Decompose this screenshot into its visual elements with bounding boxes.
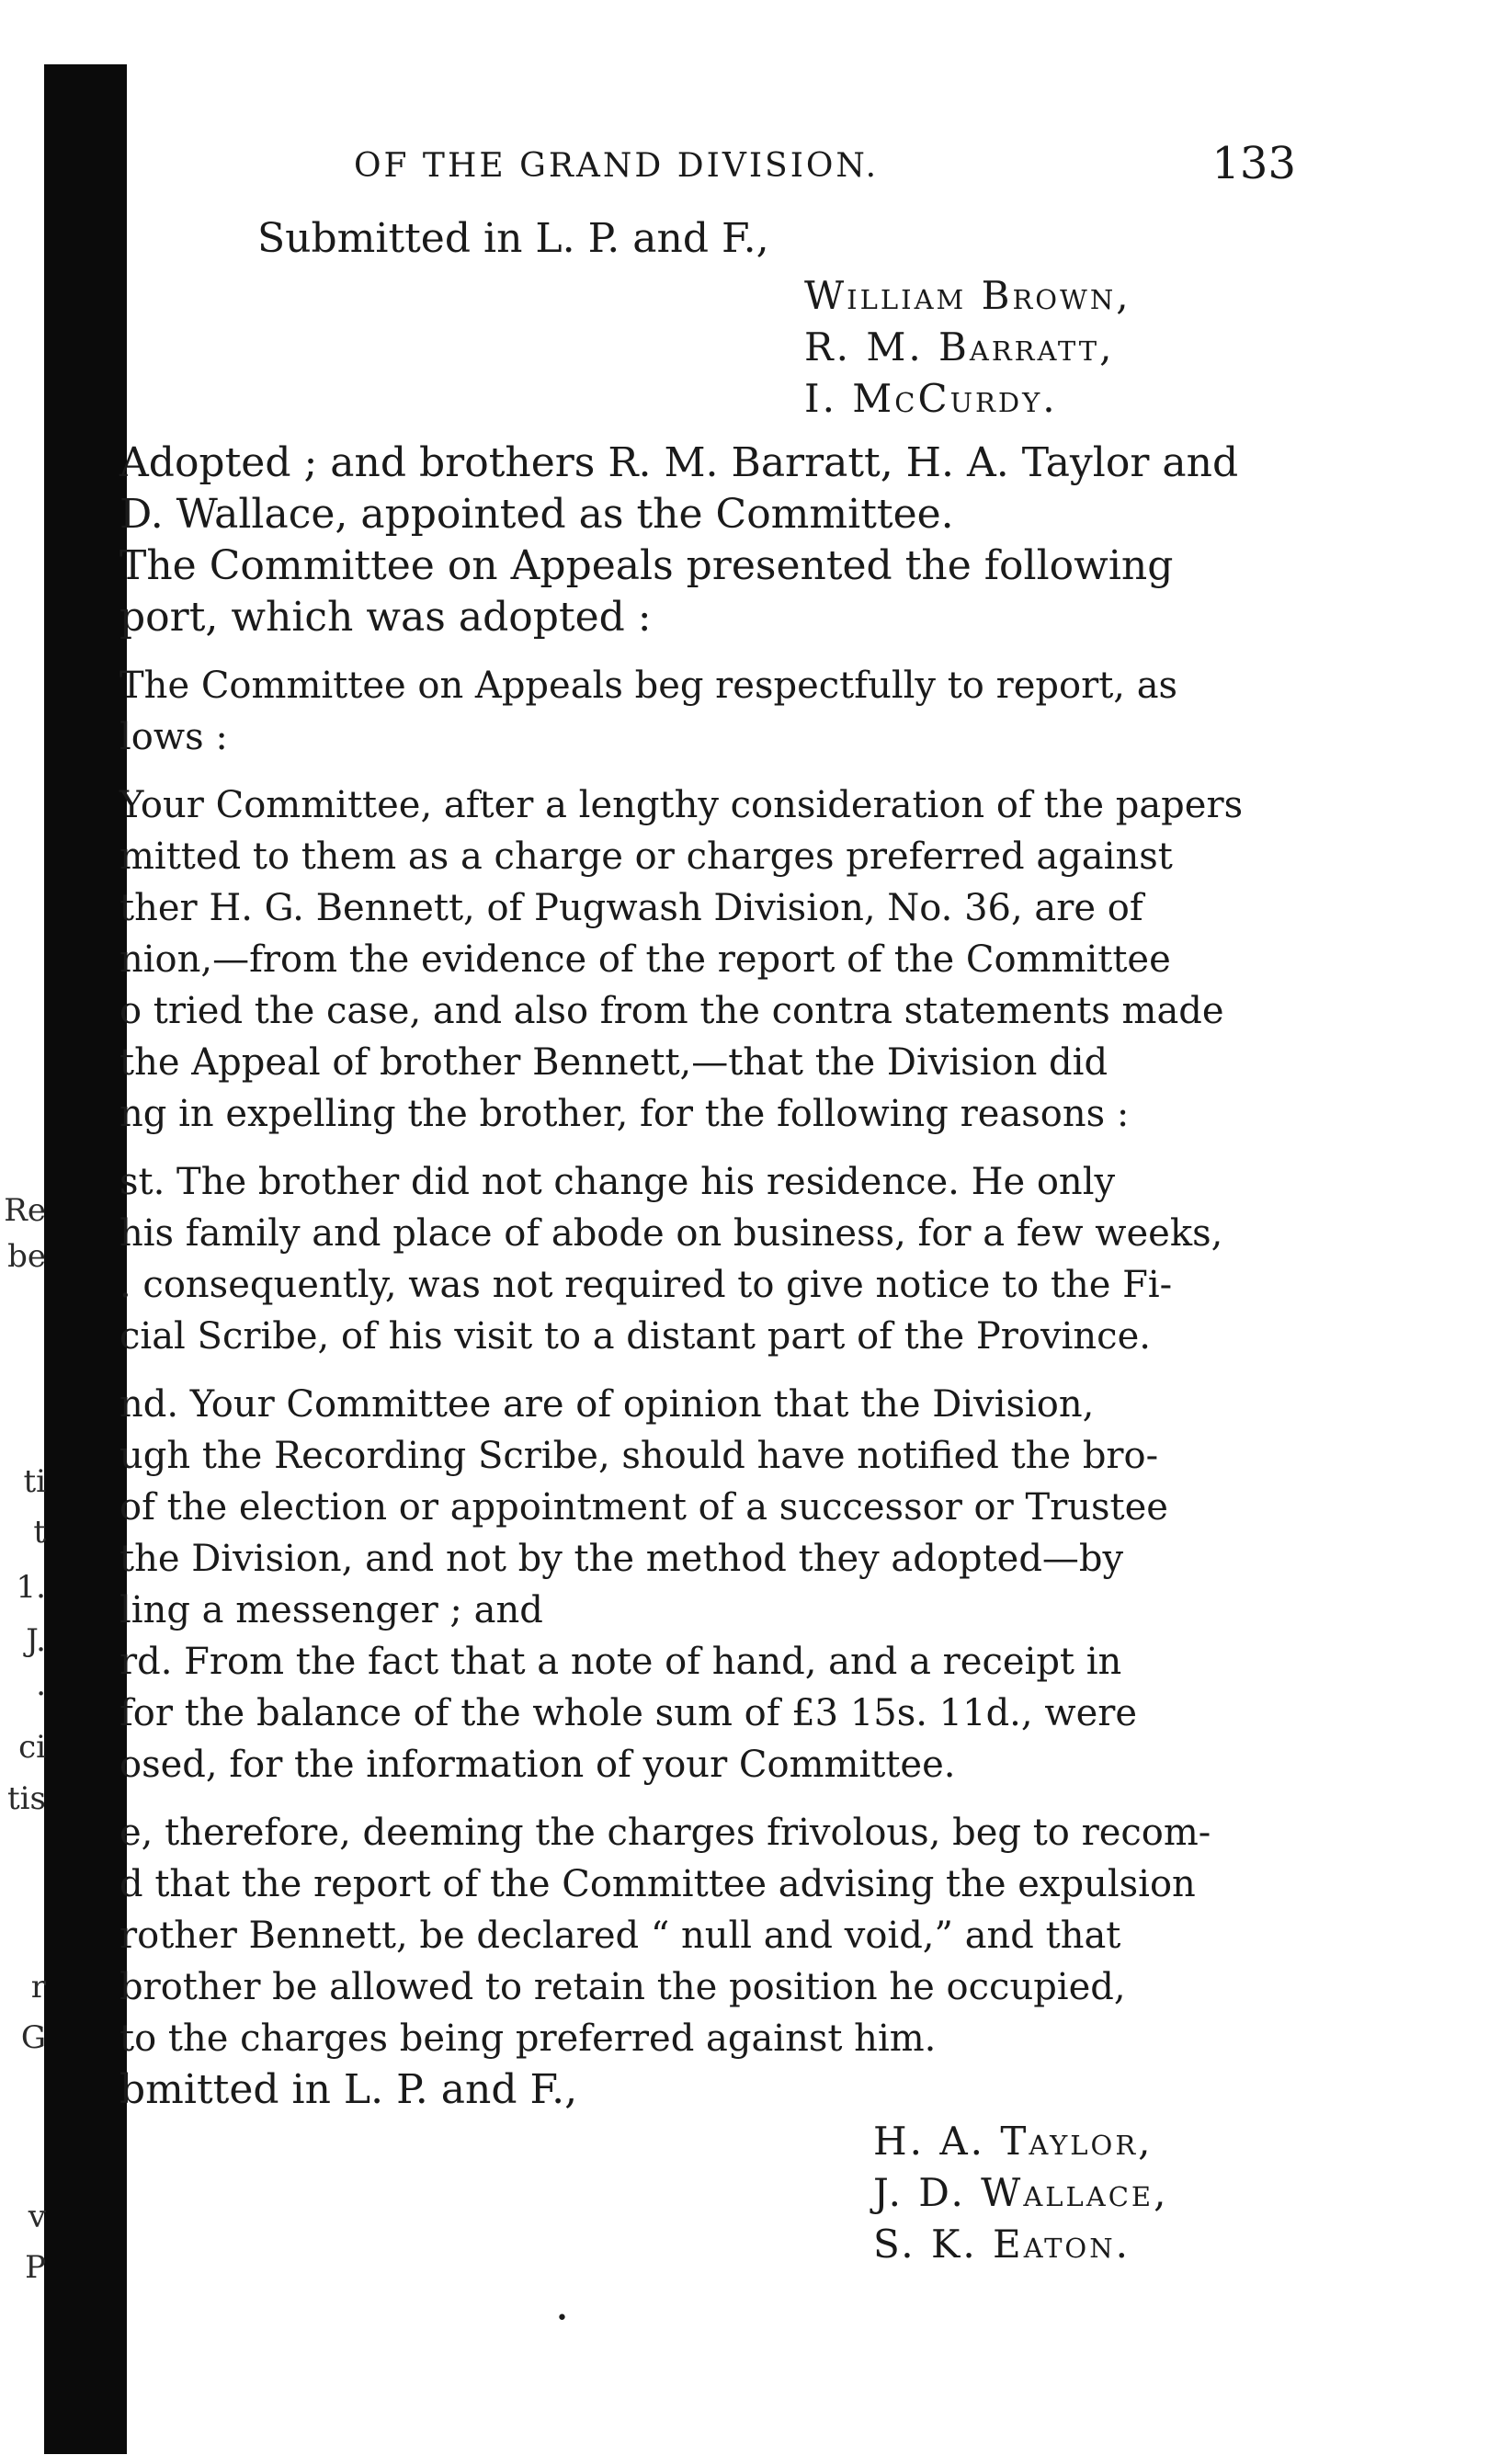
paragraph-line: cial Scribe, of his visit to a distant part of the Province.	[119, 1315, 1151, 1358]
margin-fragment: r	[30, 1969, 46, 2006]
paragraph-line: Your Committee, after a lengthy consideration of the papers	[119, 784, 1244, 826]
paragraph-line: ugh the Recording Scribe, should have notified the bro-	[119, 1435, 1159, 1477]
signature-name: S. K. Eaton.	[873, 2222, 1131, 2267]
margin-fragment: t	[33, 1514, 46, 1551]
paragraph-line: d that the report of the Committee advising the expulsion	[119, 1863, 1196, 1905]
paragraph-line: his family and place of abode on business, for a few weeks,	[119, 1212, 1223, 1255]
book-page	[119, 138, 1296, 2270]
submitted-line: Submitted in L. P. and F.,	[257, 215, 769, 262]
submitted-line: bmitted in L. P. and F.,	[119, 2066, 578, 2113]
paragraph-line: mitted to them as a charge or charges preferred against	[119, 835, 1173, 878]
paragraph-line: nion,—from the evidence of the report of the Committee	[119, 938, 1171, 981]
first-reason-paragraph	[119, 1156, 1291, 1362]
margin-fragment: P	[25, 2249, 46, 2286]
paragraph-line: the Division, and not by the method they adopted—by	[119, 1538, 1124, 1580]
paragraph-line: nd. Your Committee are of opinion that the Division,	[119, 1383, 1095, 1426]
paragraph-line: The Committee on Appeals presented the following	[119, 542, 1174, 589]
paragraph-line: D. Wallace, appointed as the Committee.	[119, 491, 954, 538]
committee-opinion-paragraph	[119, 779, 1291, 1140]
paragraph-line: of the election or appointment of a successor or Trustee	[119, 1486, 1168, 1529]
paragraph-line: port, which was adopted :	[119, 594, 652, 641]
signature-block-2	[873, 2116, 1291, 2270]
paragraph-line: for the balance of the whole sum of £3 15s. 11d., were	[119, 1692, 1138, 1734]
margin-fragment: ·	[36, 1676, 46, 1712]
report-intro-paragraph	[119, 660, 1291, 763]
appeals-intro-paragraph	[119, 540, 1291, 643]
running-head-title: OF THE GRAND DIVISION.	[354, 147, 880, 185]
paragraph-line: o tried the case, and also from the contra statements made	[119, 990, 1224, 1032]
paragraph-line: to the charges being preferred against him.	[119, 2017, 937, 2060]
margin-fragment: 1.	[16, 1569, 46, 1606]
adopted-paragraph	[119, 438, 1291, 540]
paragraph-line: e, therefore, deeming the charges frivolous, beg to recom-	[119, 1812, 1211, 1854]
paragraph-line: the Appeal of brother Bennett,—that the Division did	[119, 1041, 1108, 1084]
margin-fragment: J.	[26, 1622, 46, 1659]
paragraph-line: . consequently, was not required to give notice to the Fi-	[119, 1264, 1173, 1306]
paragraph-line: brother be allowed to retain the position he occupied,	[119, 1966, 1126, 2008]
margin-fragment: tis	[7, 1780, 46, 1817]
margin-fragment: Re	[4, 1192, 46, 1229]
margin-fragment: v	[28, 2199, 46, 2235]
paragraph-line: rother Bennett, be declared “ null and void,” and that	[119, 1915, 1121, 1957]
third-reason-paragraph	[119, 1636, 1291, 1790]
signature-name: I. McCurdy.	[804, 376, 1058, 421]
paragraph-line: lows :	[119, 716, 228, 758]
signature-name: R. M. Barratt,	[804, 324, 1115, 369]
margin-fragment: G	[20, 2019, 46, 2056]
margin-fragment: ti	[23, 1463, 46, 1500]
signature-name: William Brown,	[804, 273, 1131, 318]
second-reason-paragraph	[119, 1379, 1291, 1636]
paragraph-line: ling a messenger ; and	[119, 1589, 543, 1631]
binding-shadow	[44, 64, 127, 2454]
signature-name: J. D. Wallace,	[873, 2170, 1169, 2215]
paragraph-line: ng in expelling the brother, for the following reasons :	[119, 1093, 1130, 1135]
paragraph-line: Adopted ; and brothers R. M. Barratt, H. A. Taylor and	[119, 439, 1239, 486]
page-number: 133	[1211, 138, 1296, 189]
running-head	[119, 138, 1296, 193]
paragraph-line: osed, for the information of your Committee.	[119, 1744, 956, 1786]
signature-name: H. A. Taylor,	[873, 2119, 1154, 2164]
print-mark-dot: •	[556, 2307, 568, 2330]
margin-fragment: be	[7, 1238, 46, 1275]
paragraph-line: rd. From the fact that a note of hand, and a receipt in	[119, 1641, 1122, 1683]
signature-block-1	[804, 270, 1291, 425]
paragraph-line: ther H. G. Bennett, of Pugwash Division, No. 36, are of	[119, 887, 1143, 929]
paragraph-line: st. The brother did not change his residence. He only	[119, 1161, 1116, 1203]
margin-fragment: ci	[18, 1729, 46, 1766]
left-margin-fragments	[0, 0, 48, 2455]
paragraph-line: The Committee on Appeals beg respectfully to report, as	[119, 665, 1178, 707]
recommendation-paragraph	[119, 1807, 1291, 2064]
